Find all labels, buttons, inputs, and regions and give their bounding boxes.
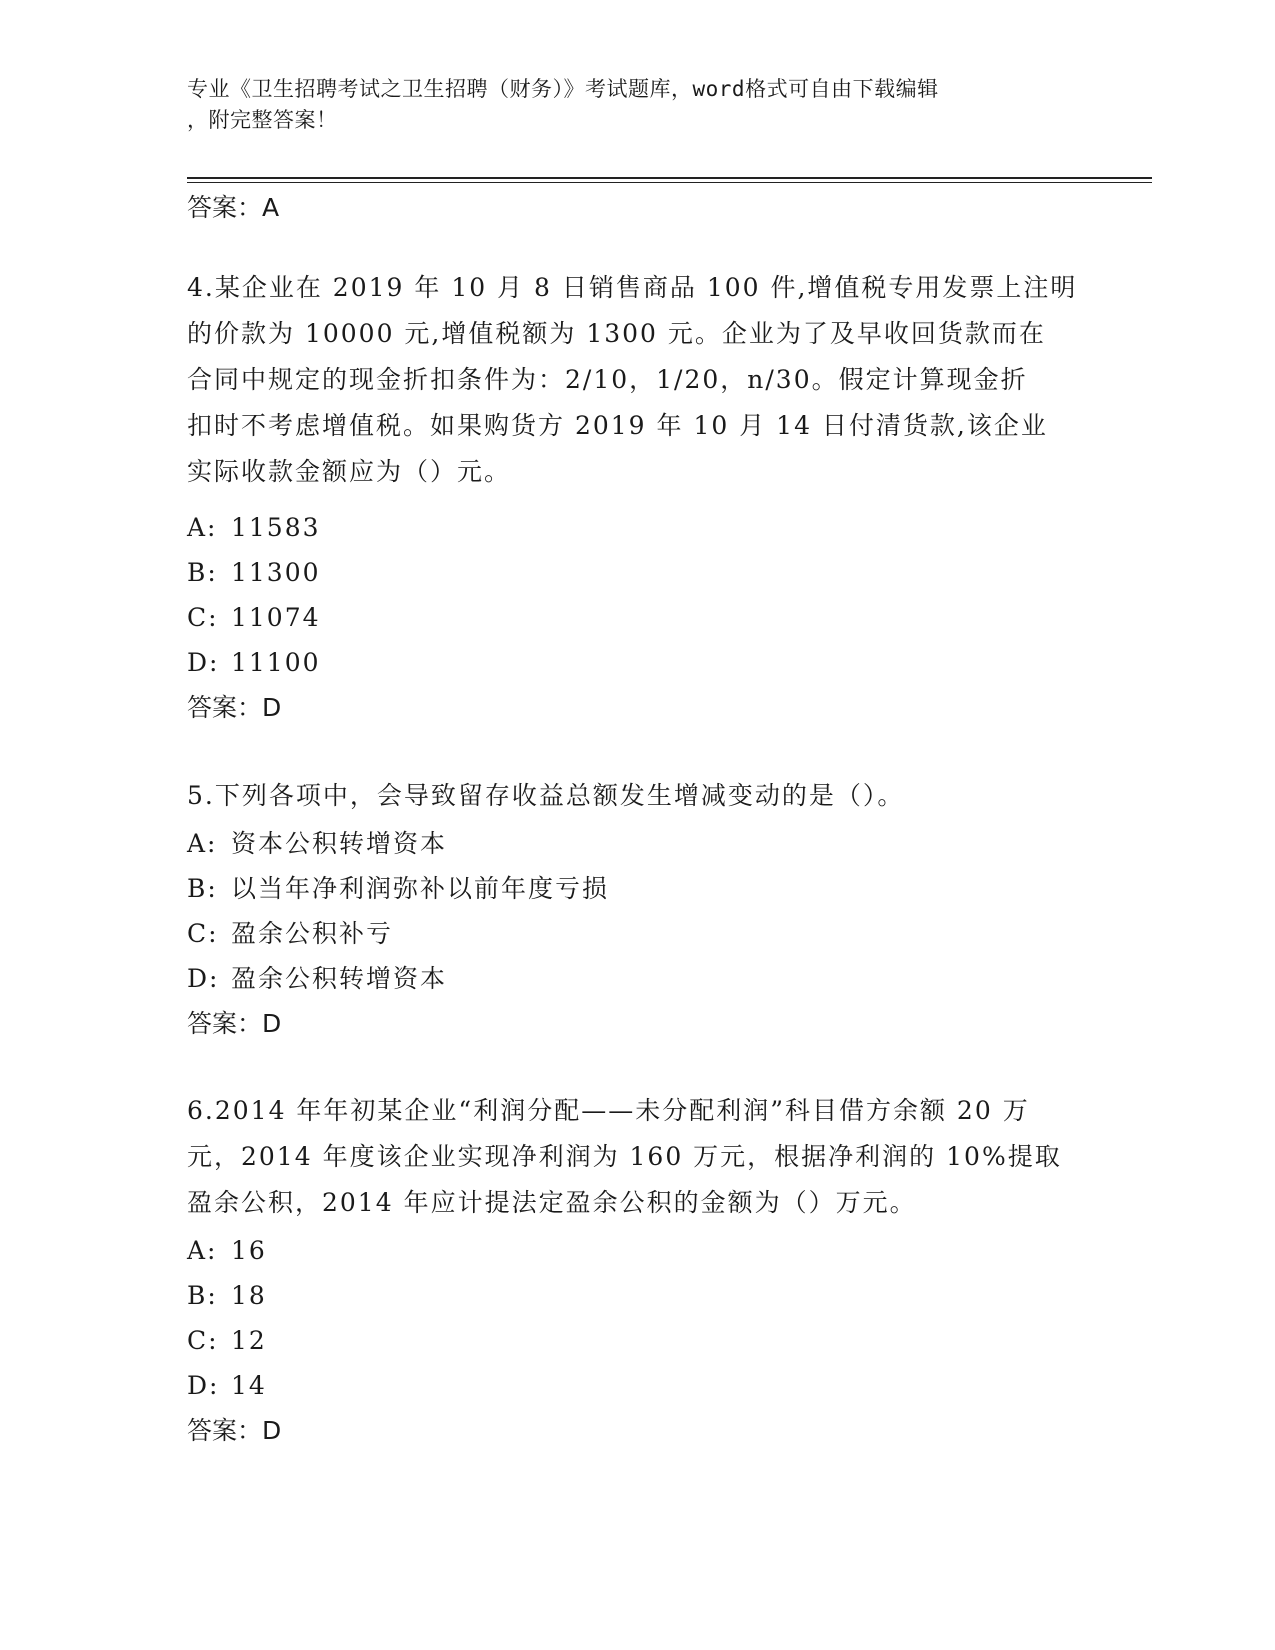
question-stem-line: 5.下列各项中，会导致留存收益总额发生增减变动的是（）。 [187,781,905,810]
question-4-option-b [187,557,321,589]
option-key: D: [187,964,220,993]
question-stem-line: 的价款为 10000 元,增值税额为 1300 元。企业为了及早收回货款而在 [187,319,1046,348]
option-text: 14 [231,1371,267,1400]
option-text: 盈余公积转增资本 [231,964,448,993]
question-4-option-c [187,602,321,634]
option-key: C: [187,603,219,632]
option-text: 以当年净利润弥补以前年度亏损 [231,874,610,903]
header-line-1: 专业《卫生招聘考试之卫生招聘（财务）》考试题库，word格式可自由下载编辑 [187,77,939,101]
question-stem-line: 扣时不考虑增值税。如果购货方 2019 年 10 月 14 日付清货款,该企业 [187,411,1048,440]
question-4-option-a [187,512,321,544]
question-6-answer: 答案：D [187,1416,282,1445]
option-key: D: [187,1371,220,1400]
question-stem-line: 6.2014 年年初某企业“利润分配——未分配利润”科目借方余额 20 万 [187,1096,1030,1125]
option-key: B: [187,558,218,587]
question-5-option-b [187,873,609,905]
question-4-stem [187,265,1087,495]
option-text: 11300 [231,558,321,587]
option-key: A: [187,829,218,858]
question-5-answer: 答案：D [187,1009,282,1038]
option-key: C: [187,1326,219,1355]
question-4-answer: 答案：D [187,693,282,722]
option-key: C: [187,919,219,948]
header-divider-thick [187,177,1152,179]
option-text: 18 [231,1281,267,1310]
header-divider-thin [187,182,1152,183]
answer-previous-question: 答案：A [187,193,280,222]
header-line-2: ，附完整答案！ [187,108,338,132]
option-key: A: [187,1236,218,1265]
option-text: 11074 [231,603,321,632]
question-5-option-d [187,963,447,995]
question-stem-line: 实际收款金额应为（）元。 [187,457,512,486]
question-6-option-c [187,1325,267,1357]
page-header [187,74,1087,136]
question-5-option-a [187,828,447,860]
question-5-stem [187,773,1087,819]
option-text: 16 [231,1236,267,1265]
question-stem-line: 4.某企业在 2019 年 10 月 8 日销售商品 100 件,增值税专用发票上注明 [187,273,1078,302]
question-4-option-d [187,647,321,679]
question-6-option-a [187,1235,267,1267]
question-5-option-c [187,918,393,950]
option-key: B: [187,874,218,903]
option-key: D: [187,648,220,677]
option-text: 12 [231,1326,267,1355]
question-6-option-b [187,1280,267,1312]
option-text: 资本公积转增资本 [231,829,448,858]
option-text: 11100 [231,648,321,677]
question-stem-line: 元，2014 年度该企业实现净利润为 160 万元，根据净利润的 10%提取 [187,1142,1062,1171]
question-6-stem [187,1088,1087,1226]
option-text: 盈余公积补亏 [231,919,394,948]
option-key: B: [187,1281,218,1310]
question-stem-line: 合同中规定的现金折扣条件为：2/10，1/20，n/30。假定计算现金折 [187,365,1028,394]
question-6-option-d [187,1370,267,1402]
option-key: A: [187,513,218,542]
option-text: 11583 [231,513,321,542]
question-stem-line: 盈余公积，2014 年应计提法定盈余公积的金额为（）万元。 [187,1188,917,1217]
